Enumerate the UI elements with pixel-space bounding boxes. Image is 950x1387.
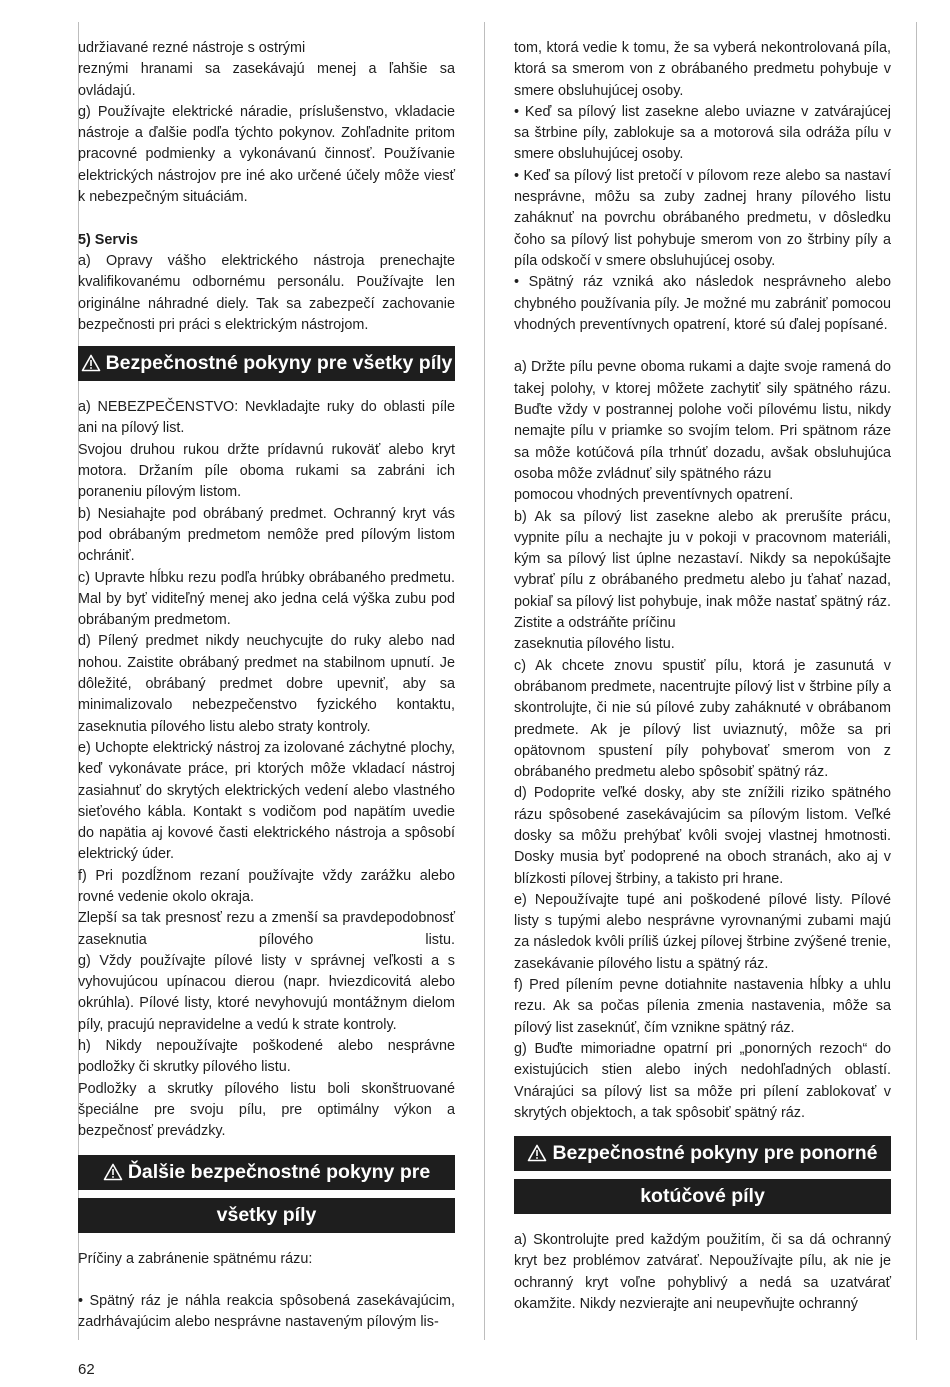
section-heading-servis: 5) Servis: [78, 231, 139, 248]
paragraph: pomocou vhodných preventívnych opatrení.: [514, 487, 794, 504]
paragraph: Podložky a skrutky pílového listu boli skonštruované špeciálne pre svoju pílu, pre optimálny výkon a bezpečnosť prevádzky.: [78, 1080, 455, 1140]
section-banner-title: Ďalšie bezpečnostné pokyny pre: [127, 1160, 431, 1183]
section-banner-all-saws: [78, 346, 455, 381]
paragraph: a) NEBEZPEČENSTVO: Nevkladajte ruky do oblasti píle ani na pílový list.: [78, 399, 455, 437]
paragraph: a) Držte pílu pevne oboma rukami a dajte svoje ramená do takej polohy, v ktorej môžete zachytiť sily spätného rázu. Buďte vždy v postrannej polohe voči pílovému listu, nikdy nemajte pílu v priamke so svojím telom. Pri spätnom ráze sa môže kotúčová píla trhnúť dozadu, avšak obsluhujúca osoba môže zvládnuť sily spätného rázu: [514, 359, 891, 482]
bullet-item: • Spätný ráz vzniká ako následok nesprávneho alebo chybného používania píly. Je možné mu zabrániť pomocou vhodných preventívnych opatrení, ktoré sú ďalej popísané.: [514, 274, 891, 333]
paragraph: e) Nepoužívajte tupé ani poškodené pílové listy. Pílové listy s tupými alebo nesprávne vyrovnanými zubami majú za následok kvôli príliš úzkej pílovej štrbine zvýšené trenie, zasekávanie pílového listu a spätný ráz.: [514, 891, 891, 972]
paragraph: g) Používajte elektrické náradie, príslušenstvo, vkladacie nástroje a ďalšie podľa týchto pokynov. Zohľadnite pritom pracovné podmienky a vykonávanú činnosť. Používanie elektrických nástrojov pre iné ako určené účely môže viesť k nebezpečným situáciám.: [78, 103, 455, 206]
paragraph: b) Nesiahajte pod obrábaný predmet. Ochranný kryt vás pod obrábaným predmetom nemôže pred pílovým listom ochrániť.: [78, 505, 455, 565]
warning-triangle-icon: [527, 1144, 547, 1162]
paragraph: Príčiny a zabránenie spätnému rázu:: [78, 1250, 313, 1267]
paragraph: udržiavané rezné nástroje s ostrými: [78, 40, 306, 56]
section-banner-further-line-1: [78, 1155, 455, 1190]
paragraph: c) Upravte hĺbku rezu podľa hrúbky obrábaného predmetu. Mal by byť viditeľný menej ako jedna celá výška zubu pod obrábaným predmetom.: [78, 569, 455, 629]
paragraph: b) Ak sa pílový list zasekne alebo ak prerušíte prácu, vypnite pílu a nechajte ju v pokoji v pracovnom materiáli, kým sa pílový list úplne nezastaví. Nikdy sa nepokúšajte vybrať pílu z obrábaného predmetu alebo ju ťahať nazad, pokiaľ sa pílový list pohybuje, inak môže nastať spätný ráz. Zistite a odstráňte príčinu: [514, 508, 891, 632]
warning-triangle-icon: [81, 354, 101, 372]
section-banner-plunge-line-2: [514, 1179, 891, 1214]
section-banner-title: kotúčové píly: [640, 1185, 765, 1208]
section-banner-title: všetky píly: [216, 1203, 317, 1226]
column-divider-center: [484, 22, 485, 1340]
bullet-item: • Spätný ráz je náhla reakcia spôsobená zasekávajúcim, zadrhávajúcim alebo nesprávne nastaveným pílovým lis-: [78, 1293, 455, 1331]
section-banner-further-line-2: [78, 1198, 455, 1233]
bullet-item: • Keď sa pílový list zasekne alebo uviazne v zatvárajúcej sa štrbine píly, zablokuje sa a motorová sila odráža pílu v smere obsluhujúcej osoby.: [514, 103, 891, 163]
bullet-item: • Keď sa pílový list pretočí v pílovom reze alebo sa nastaví nesprávne, môžu sa zuby zadnej hrany pílového listu zaháknuť na povrchu obrábaného predmetu, v dôsledku čoho sa pílový list pohybuje smerom von zo štrbiny píly a píla odskočí v smere obsluhujúcej osoby.: [514, 167, 891, 269]
paragraph: Zlepší sa tak presnosť rezu a zmenší sa pravdepodobnosť zaseknutia pílového listu.: [78, 910, 455, 948]
section-banner-plunge-line-1: [514, 1136, 891, 1171]
warning-triangle-icon: [103, 1163, 123, 1181]
paragraph: reznými hranami sa zasekávajú menej a ľahšie sa ovládajú.: [78, 61, 455, 99]
paragraph: g) Vždy používajte pílové listy v správnej veľkosti a s vyhovujúcou upínacou dierou (napr. hviezdicovitá alebo okrúhla). Pílové listy, ktoré nevyhovujú montážnym dielom píly, pracujú nepravidelne a vedú k strate kontroly.: [78, 952, 455, 1033]
column-divider-right: [916, 22, 917, 1340]
paragraph: a) Skontrolujte pred každým použitím, či sa dá ochranný kryt bez problémov zatvárať. Nepoužívajte pílu, ak nie je ochranný kryt voľne pohyblivý a nedá sa uzatvárať okamžite. Nikdy nezvierajte ani neupevňujte ochranný: [514, 1232, 891, 1313]
paragraph: f) Pred pílením pevne dotiahnite nastavenia hĺbky a uhlu rezu. Ak sa počas pílenia zmenia nastavenia, môže sa pílový list zaseknúť, čím vznikne spätný ráz.: [514, 977, 891, 1036]
section-banner-title: Bezpečnostné pokyny pre ponorné: [552, 1142, 878, 1165]
paragraph: g) Buďte mimoriadne opatrní pri „ponorných rezoch“ do existujúcich stien alebo iných nedohľadných oblastí. Vnárajúci sa pílový list sa môže pri pílení zablokovať v skrytých objektoch, a tak spôsobiť spätný ráz.: [514, 1040, 891, 1121]
left-column: [78, 38, 455, 1334]
paragraph: tom, ktorá vedie k tomu, že sa vyberá nekontrolovaná píla, ktorá sa smerom von z obrábaného predmetu pohybuje v smere obsluhujúcej osoby.: [514, 40, 891, 99]
section-banner-title: Bezpečnostné pokyny pre všetky píly: [105, 352, 453, 375]
page-number: 62: [78, 1361, 95, 1378]
paragraph: c) Ak chcete znovu spustiť pílu, ktorá je zasunutá v obrábanom predmete, nacentrujte pílový list v štrbine píly a skontrolujte, či nie sú pílové zuby zaháknuté v obrábanom predmete. Ak je pílový list uviaznutý, môže sa pri opätovnom spustení píly pohybovať smerom von z obrábaného predmetu alebo spôsobiť spätný ráz.: [514, 657, 891, 781]
paragraph: zaseknutia pílového listu.: [514, 636, 675, 653]
paragraph: f) Pri pozdĺžnom rezaní používajte vždy zarážku alebo rovné vedenie okolo okraja.: [78, 867, 455, 905]
paragraph: Svojou druhou rukou držte prídavnú rukoväť alebo kryt motora. Držaním píle oboma rukami sa zabráni ich poraneniu pílovým listom.: [78, 441, 455, 501]
paragraph: d) Podoprite veľké dosky, aby ste znížili riziko spätného rázu spôsobené zasekávajúcim sa pílovým listom. Veľké dosky sa môžu prehýbať kvôli svojej vlastnej hmotnosti. Dosky musia byť podoprené na oboch stranách, ako aj v blízkosti pílovej štrbiny, a takisto pri hrane.: [514, 785, 891, 887]
paragraph: a) Opravy vášho elektrického nástroja prenechajte kvalifikovanému odbornému personálu. Používajte len originálne náhradné diely. Tak sa zabezpečí zachovanie bezpečnosti pri práci s elektrickým nástrojom.: [78, 252, 455, 333]
paragraph: d) Pílený predmet nikdy neuchycujte do ruky alebo nad nohou. Zaistite obrábaný predmet na stabilnom upnutí. Je dôležité, obrábaný predmet dobre upevniť, aby sa minimalizovalo nebezpečenstvo fyzického kontaktu, zaseknutia pílového listu alebo straty kontroly.: [78, 633, 455, 735]
paragraph: h) Nikdy nepoužívajte poškodené alebo nesprávne podložky či skrutky pílového listu.: [78, 1038, 455, 1076]
paragraph: e) Uchopte elektrický nástroj za izolované záchytné plochy, keď vykonávate práce, pri ktorých môže vkladací nástroj zasiahnuť do skrytých elektrických vedení alebo vlastného sieťového kábla. Kontakt s vodičom pod napätím uvedie do napätia aj kovové časti elektrického nástroja a spôsobí elektrický úder.: [78, 739, 455, 863]
right-column: [514, 38, 891, 1315]
